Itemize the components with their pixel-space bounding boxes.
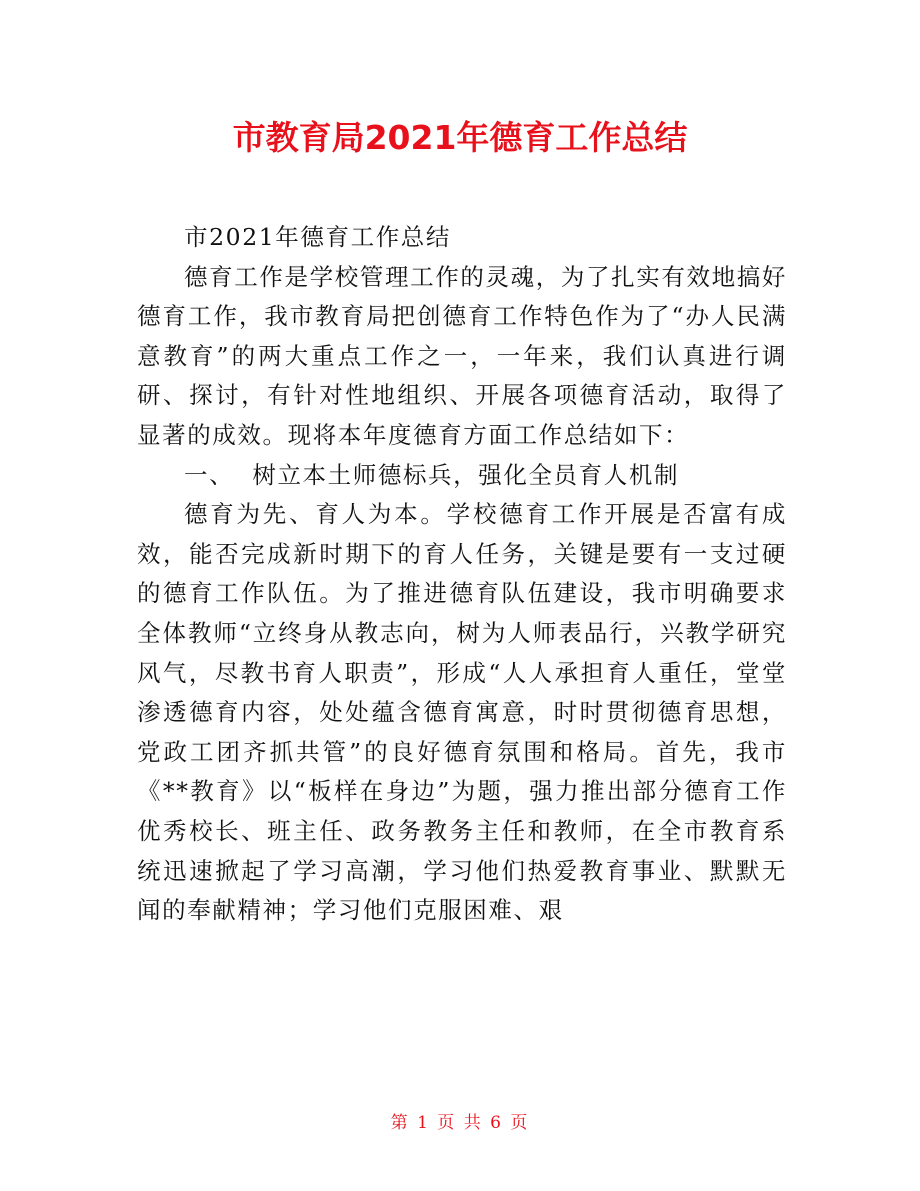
page-number-footer: 第 1 页 共 6 页 xyxy=(390,1113,530,1133)
document-title: 市教育局2021年德育工作总结 xyxy=(232,118,688,157)
document-subtitle: 市2021年德育工作总结 xyxy=(184,223,452,251)
paragraph-section-one: 德育为先、育人为本。学校德育工作开展是否富有成效，能否完成新时期下的育人任务，关键是要有一支过硬的德育工作队伍。为了推进德育队伍建设，我市明确要求全体教师“立终身从教志向，树为人师表品行，兴教学研究风气，尽教书育人职责”，形成“人人承担育人重任，堂堂渗透德育内容，处处蕴含德育寓意，时时贯彻德育思想，党政工团齐抓共管”的良好德育氛围和格局。首先，我市《**教育》以“板样在身边”为题，强力推出部分德育工作优秀校长、班主任、政务教务主任和教师，在全市教育系统迅速掀起了学习高潮，学习他们热爱教育事业、默默无闻的奉献精神；学习他们克服困难、艰 xyxy=(137,500,787,925)
document-body xyxy=(137,218,787,931)
paragraph-intro: 德育工作是学校管理工作的灵魂，为了扎实有效地搞好德育工作，我市教育局把创德育工作特色作为了“办人民满意教育”的两大重点工作之一，一年来，我们认真进行调研、探讨，有针对性地组织、开展各项德育活动，取得了显著的成效。现将本年度德育方面工作总结如下： xyxy=(137,262,787,449)
section-heading: 一、 树立本土师德标兵，强化全员育人机制 xyxy=(184,460,680,489)
